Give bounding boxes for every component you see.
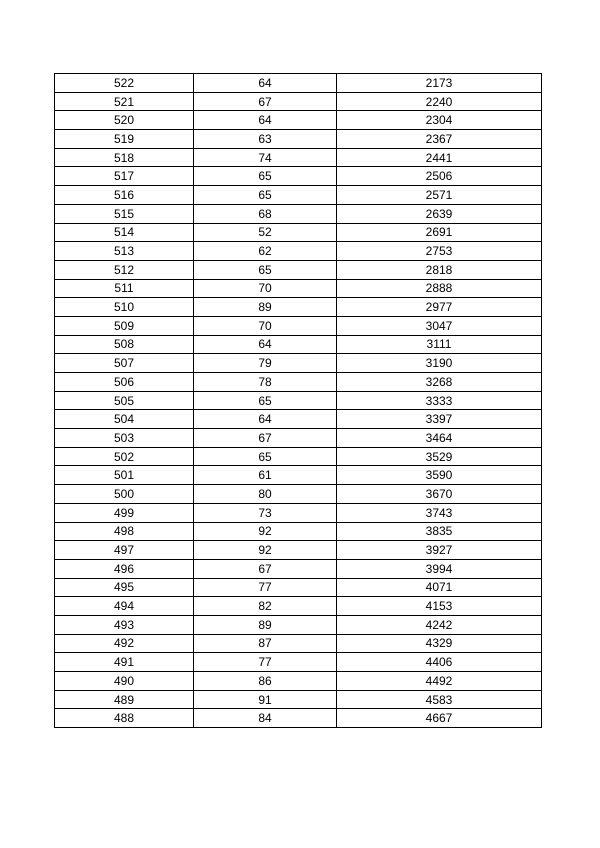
cumulative-cell: 3670 [337, 485, 542, 504]
table-row [55, 111, 542, 130]
score-cell: 500 [55, 485, 194, 504]
count-cell: 74 [194, 148, 337, 167]
count-cell: 65 [194, 260, 337, 279]
table-row [55, 204, 542, 223]
score-cell: 503 [55, 429, 194, 448]
cumulative-cell: 2639 [337, 204, 542, 223]
score-cell: 499 [55, 503, 194, 522]
cumulative-cell: 3529 [337, 447, 542, 466]
score-cell: 522 [55, 74, 194, 93]
cumulative-cell: 3268 [337, 373, 542, 392]
table-row [55, 522, 542, 541]
table-row [55, 410, 542, 429]
table-row [55, 92, 542, 111]
table-row [55, 672, 542, 691]
table-row [55, 466, 542, 485]
cumulative-cell: 3743 [337, 503, 542, 522]
table-row [55, 298, 542, 317]
count-cell: 52 [194, 223, 337, 242]
count-cell: 64 [194, 74, 337, 93]
table-row [55, 709, 542, 728]
score-cell: 521 [55, 92, 194, 111]
score-cell: 514 [55, 223, 194, 242]
count-cell: 64 [194, 410, 337, 429]
cumulative-cell: 3047 [337, 316, 542, 335]
count-cell: 91 [194, 690, 337, 709]
count-cell: 64 [194, 335, 337, 354]
count-cell: 65 [194, 186, 337, 205]
table-row [55, 335, 542, 354]
cumulative-cell: 3397 [337, 410, 542, 429]
cumulative-cell: 2173 [337, 74, 542, 93]
score-cell: 507 [55, 354, 194, 373]
cumulative-cell: 2304 [337, 111, 542, 130]
table-row [55, 130, 542, 149]
cumulative-cell: 2888 [337, 279, 542, 298]
count-cell: 80 [194, 485, 337, 504]
table-row [55, 391, 542, 410]
score-cell: 488 [55, 709, 194, 728]
table-row [55, 354, 542, 373]
table-row [55, 634, 542, 653]
cumulative-cell: 2367 [337, 130, 542, 149]
cumulative-cell: 2571 [337, 186, 542, 205]
table-row [55, 690, 542, 709]
score-cell: 515 [55, 204, 194, 223]
score-cell: 519 [55, 130, 194, 149]
score-cell: 491 [55, 653, 194, 672]
count-cell: 62 [194, 242, 337, 261]
score-cell: 504 [55, 410, 194, 429]
cumulative-cell: 4667 [337, 709, 542, 728]
count-cell: 79 [194, 354, 337, 373]
cumulative-cell: 3464 [337, 429, 542, 448]
count-cell: 87 [194, 634, 337, 653]
table-row [55, 148, 542, 167]
cumulative-cell: 4242 [337, 615, 542, 634]
cumulative-cell: 3333 [337, 391, 542, 410]
cumulative-cell: 2818 [337, 260, 542, 279]
count-cell: 65 [194, 391, 337, 410]
table-row [55, 485, 542, 504]
score-cell: 516 [55, 186, 194, 205]
cumulative-cell: 2977 [337, 298, 542, 317]
cumulative-cell: 3835 [337, 522, 542, 541]
count-cell: 61 [194, 466, 337, 485]
cumulative-cell: 4406 [337, 653, 542, 672]
count-cell: 77 [194, 578, 337, 597]
score-cell: 490 [55, 672, 194, 691]
score-cell: 509 [55, 316, 194, 335]
count-cell: 67 [194, 92, 337, 111]
score-table [54, 73, 542, 728]
score-cell: 517 [55, 167, 194, 186]
table-row [55, 429, 542, 448]
cumulative-cell: 4583 [337, 690, 542, 709]
table-row [55, 503, 542, 522]
score-cell: 489 [55, 690, 194, 709]
score-cell: 508 [55, 335, 194, 354]
score-cell: 496 [55, 559, 194, 578]
table-row [55, 316, 542, 335]
table-row [55, 597, 542, 616]
count-cell: 65 [194, 167, 337, 186]
cumulative-cell: 3190 [337, 354, 542, 373]
count-cell: 68 [194, 204, 337, 223]
table-row [55, 74, 542, 93]
cumulative-cell: 2441 [337, 148, 542, 167]
score-cell: 505 [55, 391, 194, 410]
table-row [55, 653, 542, 672]
cumulative-cell: 2753 [337, 242, 542, 261]
cumulative-cell: 4153 [337, 597, 542, 616]
table-body [55, 74, 542, 728]
score-cell: 501 [55, 466, 194, 485]
count-cell: 70 [194, 316, 337, 335]
cumulative-cell: 3590 [337, 466, 542, 485]
table-row [55, 279, 542, 298]
count-cell: 64 [194, 111, 337, 130]
cumulative-cell: 4329 [337, 634, 542, 653]
score-cell: 494 [55, 597, 194, 616]
table-row [55, 615, 542, 634]
table-row [55, 541, 542, 560]
score-cell: 518 [55, 148, 194, 167]
table-row [55, 167, 542, 186]
score-cell: 511 [55, 279, 194, 298]
count-cell: 92 [194, 541, 337, 560]
count-cell: 92 [194, 522, 337, 541]
score-cell: 492 [55, 634, 194, 653]
count-cell: 78 [194, 373, 337, 392]
cumulative-cell: 2506 [337, 167, 542, 186]
score-cell: 520 [55, 111, 194, 130]
cumulative-cell: 2691 [337, 223, 542, 242]
score-cell: 502 [55, 447, 194, 466]
table-row [55, 242, 542, 261]
score-cell: 513 [55, 242, 194, 261]
table-row [55, 186, 542, 205]
cumulative-cell: 4071 [337, 578, 542, 597]
score-cell: 495 [55, 578, 194, 597]
count-cell: 86 [194, 672, 337, 691]
cumulative-cell: 2240 [337, 92, 542, 111]
count-cell: 89 [194, 298, 337, 317]
count-cell: 67 [194, 429, 337, 448]
count-cell: 63 [194, 130, 337, 149]
table-row [55, 578, 542, 597]
table-row [55, 447, 542, 466]
count-cell: 67 [194, 559, 337, 578]
count-cell: 89 [194, 615, 337, 634]
table-row [55, 559, 542, 578]
cumulative-cell: 3927 [337, 541, 542, 560]
score-cell: 498 [55, 522, 194, 541]
score-cell: 506 [55, 373, 194, 392]
table-row [55, 373, 542, 392]
score-cell: 497 [55, 541, 194, 560]
table-row [55, 223, 542, 242]
cumulative-cell: 3994 [337, 559, 542, 578]
count-cell: 82 [194, 597, 337, 616]
score-cell: 493 [55, 615, 194, 634]
count-cell: 84 [194, 709, 337, 728]
score-cell: 510 [55, 298, 194, 317]
count-cell: 77 [194, 653, 337, 672]
count-cell: 70 [194, 279, 337, 298]
count-cell: 65 [194, 447, 337, 466]
table-row [55, 260, 542, 279]
score-cell: 512 [55, 260, 194, 279]
cumulative-cell: 3111 [337, 335, 542, 354]
cumulative-cell: 4492 [337, 672, 542, 691]
count-cell: 73 [194, 503, 337, 522]
